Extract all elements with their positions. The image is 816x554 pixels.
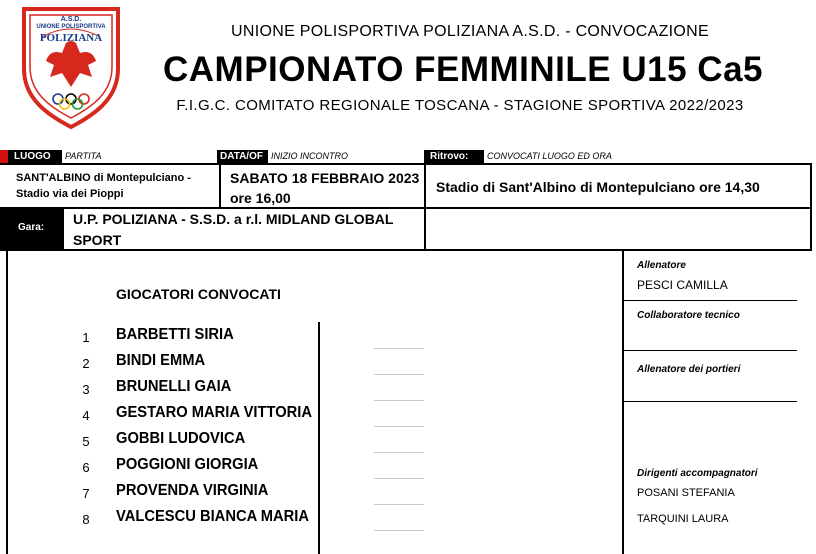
coach-name: PESCI CAMILLA [637,278,728,292]
match-line1: U.P. POLIZIANA - S.S.D. a r.l. MIDLAND GLOBAL [73,211,394,227]
logo-top-text: A.S.D. [60,16,82,23]
player-name: VALCESCU BIANCA MARIA [116,508,309,525]
cell-gridline [374,530,424,531]
page-title: CAMPIONATO FEMMINILE U15 Ca5 [163,50,763,89]
player-number: 4 [82,408,90,423]
match-line2: SPORT [73,232,122,248]
place-line2: Stadio via dei Pioppi [16,188,124,200]
staff-divider [624,300,797,301]
grid-line [318,322,320,554]
convocati-luogo-ora-label: CONVOCATI LUOGO ED ORA [487,151,612,161]
player-number: 2 [82,356,90,371]
player-name: POGGIONI GIORGIA [116,456,259,473]
player-name: BRUNELLI GAIA [116,378,232,395]
date-line2: ore 16,00 [230,190,291,206]
player-number: 8 [82,512,90,527]
cell-gridline [374,478,424,479]
tech-label: Collaboratore tecnico [637,310,740,321]
ritrovo-label: Ritrovo: [424,150,484,163]
grid-line [219,163,221,207]
place-cell [16,170,216,202]
cell-gridline [374,348,424,349]
cell-gridline [374,374,424,375]
player-number: 1 [82,330,90,345]
page-subtitle: F.I.G.C. COMITATO REGIONALE TOSCANA - STAGIONE SPORTIVA 2022/2023 [176,97,744,114]
logo-ring-text: UNIONE POLISPORTIVA [36,24,106,30]
luogo-label: LUOGO [8,150,62,163]
logo-name: POLIZIANA [39,32,103,44]
cell-gridline [374,452,424,453]
org-line: UNIONE POLISPORTIVA POLIZIANA A.S.D. - CONVOCAZIONE [231,23,709,40]
player-number: 3 [82,382,90,397]
data-ora-label: DATA/OF [217,150,268,163]
red-marker [0,150,8,163]
date-cell [230,168,425,208]
roster-heading: GIOCATORI CONVOCATI [116,286,281,302]
partita-label: PARTITA [65,151,102,161]
cell-gridline [374,504,424,505]
player-name: BINDI EMMA [116,352,206,369]
manager-name: TARQUINI LAURA [637,513,729,525]
gk-coach-label: Allenatore dei portieri [637,364,741,375]
inizio-incontro-label: INIZIO INCONTRO [271,151,348,161]
managers-label: Dirigenti accompagnatori [637,468,758,479]
manager-name: POSANI STEFANIA [637,487,735,499]
grid-line [0,163,812,165]
player-number: 6 [82,460,90,475]
meeting-cell: Stadio di Sant'Albino di Montepulciano ore 14,30 [436,179,760,195]
player-name: BARBETTI SIRIA [116,326,234,343]
match-cell [73,209,418,251]
player-name: PROVENDA VIRGINIA [116,482,269,499]
grid-line [62,207,64,249]
club-logo [20,3,122,129]
place-line1: SANT'ALBINO di Montepulciano - [16,172,191,184]
gara-label: Gara: [18,222,45,233]
cell-gridline [374,426,424,427]
player-name: GESTARO MARIA VITTORIA [116,404,313,421]
staff-divider [624,401,797,402]
player-name: GOBBI LUDOVICA [116,430,246,447]
cell-gridline [374,400,424,401]
grid-line [810,163,812,249]
grid-line [6,249,8,554]
staff-divider [624,350,797,351]
player-number: 7 [82,486,90,501]
player-number: 5 [82,434,90,449]
coach-label: Allenatore [637,260,686,271]
date-line1: SABATO 18 FEBBRAIO 2023 [230,170,420,186]
